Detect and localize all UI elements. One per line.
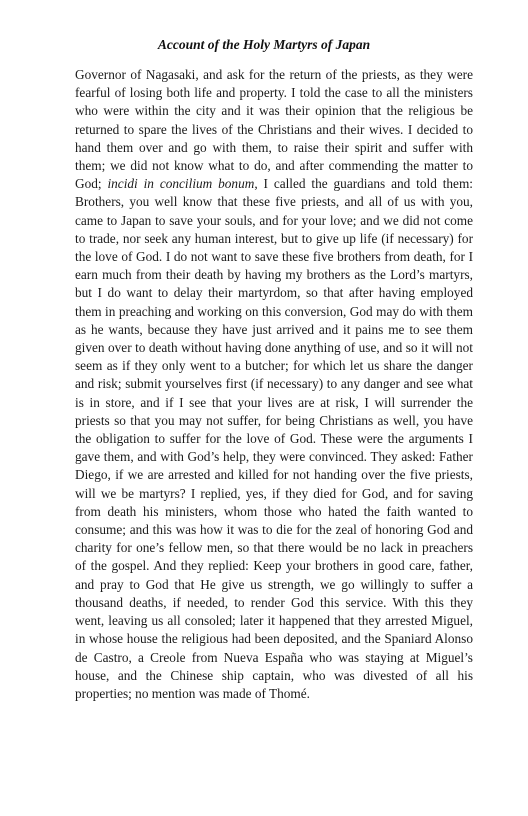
paragraph-text-part-2: , I called the guardians and told them: Brothers, you well know that these five priests, and all of us with you, came to Japan to save your souls, and for your love; and we did not come to trade, nor seek any human interest, but to give up life (if necessary) for the love of God. I do not want to save these five brothers from death, for I earn much from their death by having my brothers as the Lord’s martyrs, but I do want to delay their martyrdom, so that after having employed them in preaching and working on this conversion, God may do with them as he wants, because they have just arrived and it pains me to see them given over to death without having done anything of use, and so it will not seem as if they only went to a butcher; for which let us share the danger and risk; submit yourselves first (if necessary) to any danger and see what is in store, and if I see that your lives are at risk, I will surrender the priests so that you may not suffer, for being Christians as well, you have the obligation to suffer for the love of God. These were the arguments I gave them, and with God’s help, they were convinced. They asked: Father Diego, if we are arrested and killed for not handing over the five priests, will we be martyrs? I replied, yes, if they died for God, and for saving from death his ministers, whom those who hated the faith wanted to consume; and this was how it was to die for the zeal of honoring God and charity for one’s fellow men, so that there would be no lack in preachers of the gospel. And they replied: Keep your brothers in good care, father, and pray to God that He give us strength, we go willingly to suffer a thousand deaths, if needed, to render God this service. With this they went, leaving us all consoled; later it happened that they arrested Miguel, in whose house the religious had been deposited, and the Spaniard Alonso de Castro, a Creole from Nueva España who was staying at Miguel’s house, and the Chinese ship captain, who was divested of all his properties; no mention was made of Thomé. (75, 176, 473, 701)
body-paragraph (75, 66, 473, 703)
latin-phrase: incidi in concilium bonum (107, 176, 255, 192)
paragraph-text-part-1: Governor of Nagasaki, and ask for the return of the priests, as they were fearful of losing both life and property. I told the case to all the ministers who were within the city and it was their opinion that the religious be returned to spare the lives of the Christians and their wives. I decided to hand them over and go with them, to raise their spirit and suffer with them; we did not know what to do, and after commending the matter to God; (75, 67, 473, 192)
page-title: Account of the Holy Martyrs of Japan (157, 37, 371, 52)
